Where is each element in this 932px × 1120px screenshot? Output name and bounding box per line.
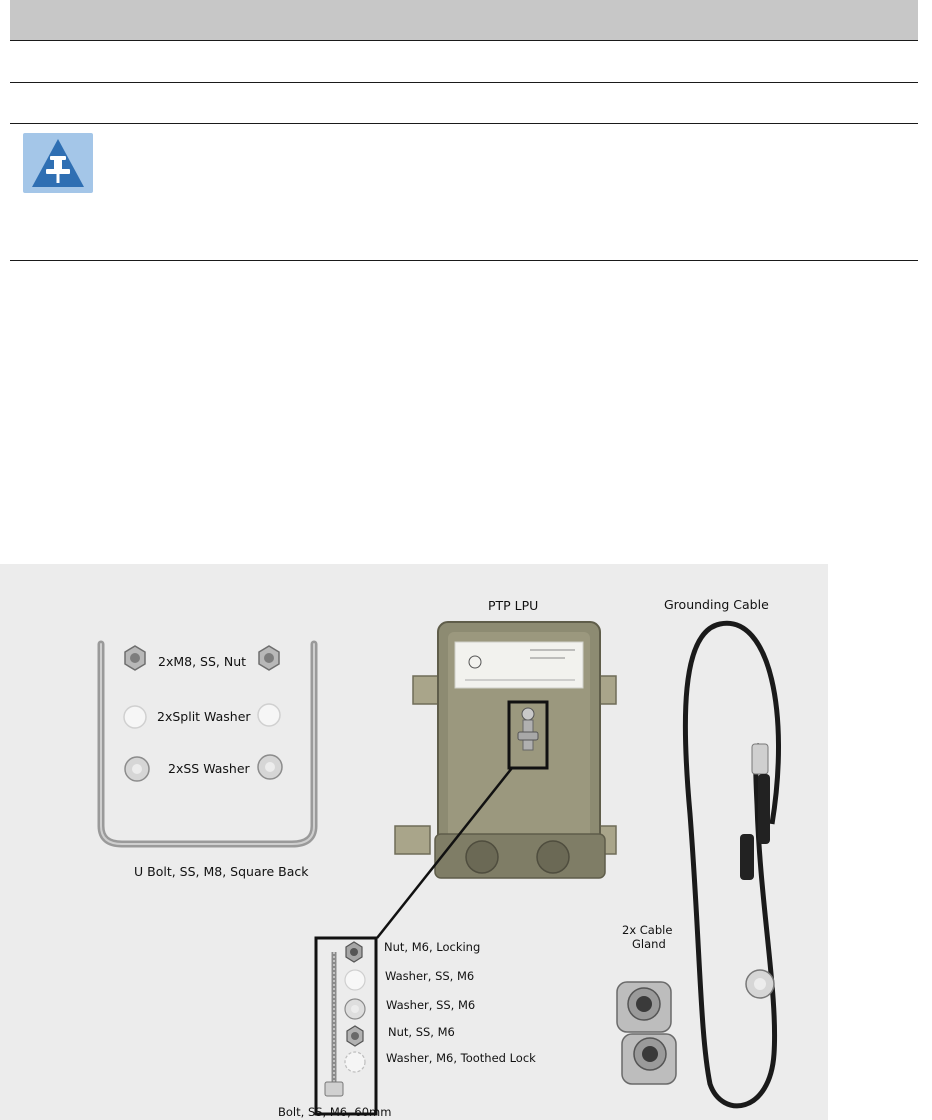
u-bolt <box>101 644 314 844</box>
label-bolt: Bolt, SS, M6, 60mm <box>278 1105 392 1119</box>
lpu-kit-photo <box>0 564 828 1120</box>
label-ubolt-split-washer: 2xSplit Washer <box>157 709 251 724</box>
label-ubolt-nut: 2xM8, SS, Nut <box>158 654 247 669</box>
label-grounding-cable: Grounding Cable <box>664 597 769 612</box>
label-washer-ss-1: Washer, SS, M6 <box>385 969 475 983</box>
label-washer-toothed: Washer, M6, Toothed Lock <box>386 1051 536 1065</box>
label-ptp-lpu: PTP LPU <box>488 598 539 613</box>
grounding-cable <box>685 623 778 1106</box>
label-nut-locking: Nut, M6, Locking <box>384 940 481 954</box>
cable-glands <box>617 982 676 1084</box>
ptp-lpu-box <box>395 622 616 878</box>
m6-hardware-set <box>316 938 376 1114</box>
label-cable-gland-line1: 2x Cable <box>622 923 673 937</box>
label-nut-ss: Nut, SS, M6 <box>388 1025 455 1039</box>
table-row-divider <box>10 123 918 124</box>
table-row-divider <box>10 82 918 83</box>
label-cable-gland-line2: Gland <box>632 937 666 951</box>
pin-note-icon <box>23 133 93 193</box>
label-ubolt-ss-washer: 2xSS Washer <box>168 761 250 776</box>
table-header-row <box>10 0 918 41</box>
table-row-divider <box>10 260 918 261</box>
label-ubolt: U Bolt, SS, M8, Square Back <box>134 864 309 879</box>
label-washer-ss-2: Washer, SS, M6 <box>386 998 476 1012</box>
